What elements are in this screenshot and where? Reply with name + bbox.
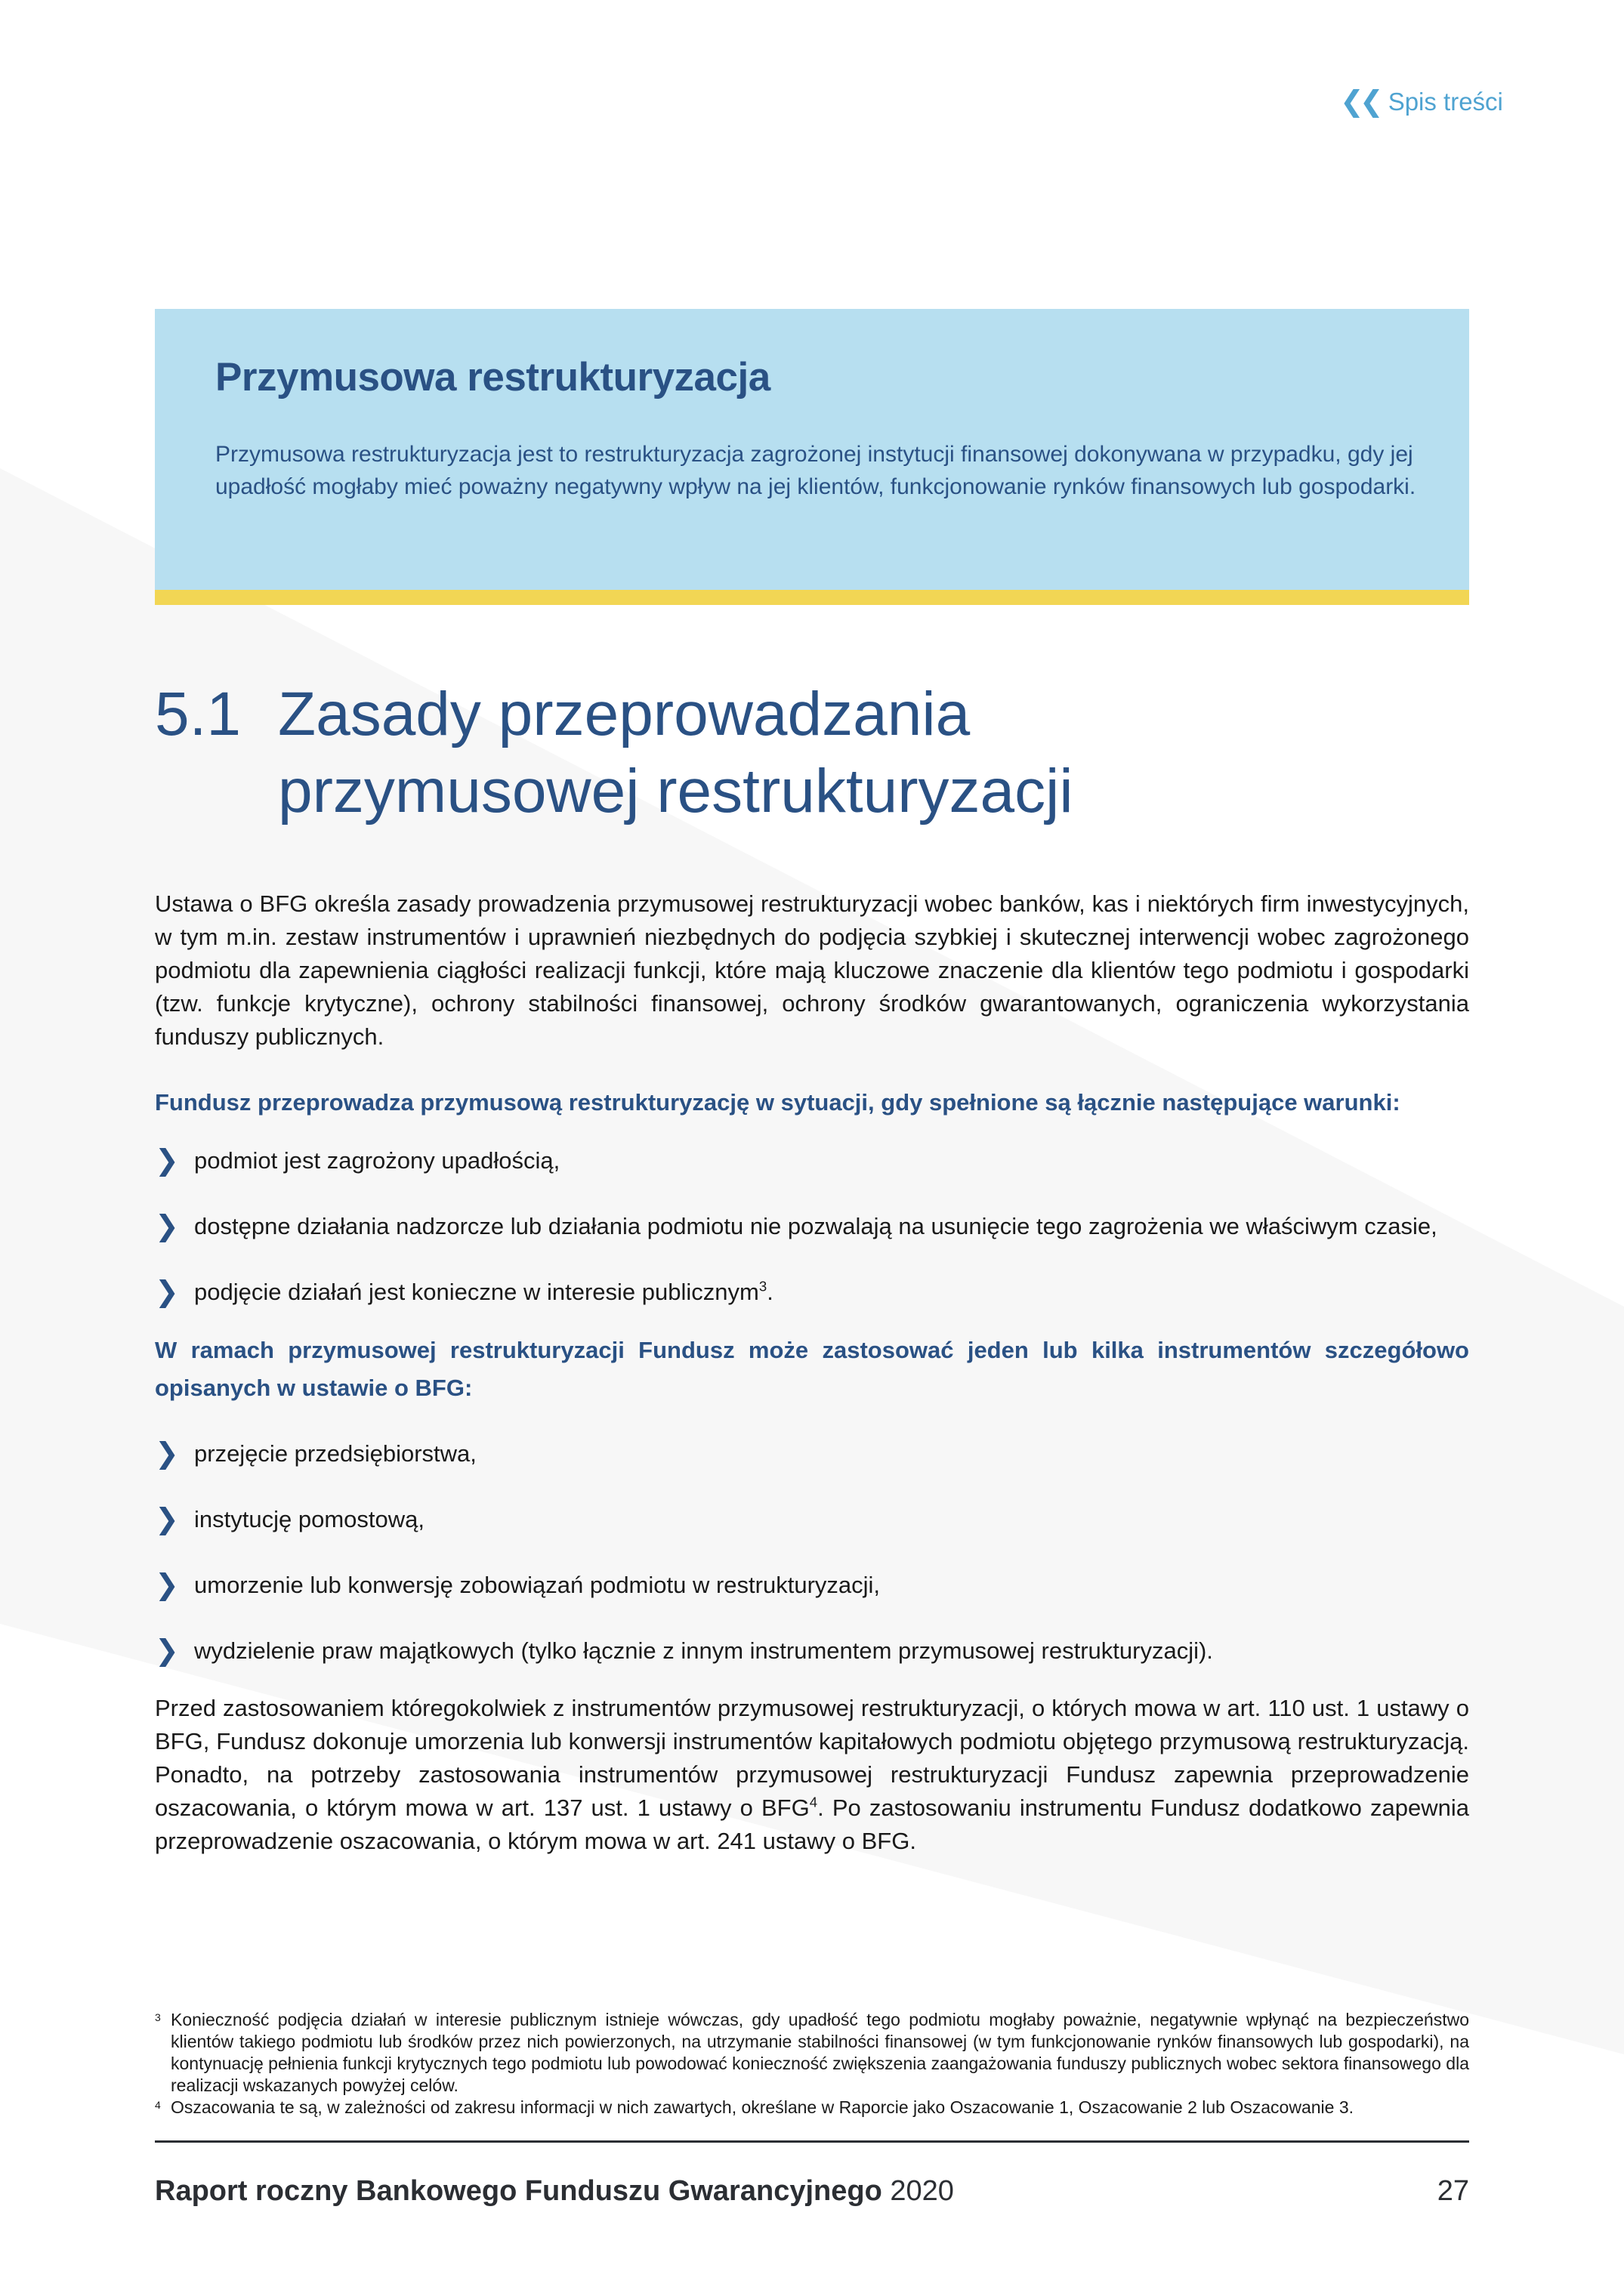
main-content xyxy=(155,887,1469,1858)
footnote-mark: 3 xyxy=(155,2011,161,2023)
list-item-text: podmiot jest zagrożony upadłością, xyxy=(194,1147,560,1174)
list-item xyxy=(155,1210,1469,1243)
chevron-right-icon: ❯ xyxy=(155,1276,179,1308)
list-item-text: wydzielenie praw majątkowych (tylko łącznie z innym instrumentem przymusowej restrukturyzacji). xyxy=(194,1637,1213,1664)
section-title xyxy=(278,676,1073,830)
list-item xyxy=(155,1144,1469,1177)
list-item xyxy=(155,1437,1469,1470)
closing-paragraph xyxy=(155,1692,1469,1858)
instruments-list xyxy=(155,1437,1469,1668)
chevron-right-icon: ❯ xyxy=(155,1145,179,1177)
instruments-lead: W ramach przymusowej restrukturyzacji Fundusz może zastosować jeden lub kilka instrumentów szczegółowo opisanych w ustawie o BFG: xyxy=(155,1337,1469,1401)
table-of-contents-link[interactable] xyxy=(1340,85,1503,119)
chevron-right-icon: ❯ xyxy=(155,1569,179,1601)
list-item xyxy=(155,1634,1469,1668)
footnote-mark: 4 xyxy=(155,2099,161,2111)
closing-paragraph-part-2: . Po zastosowaniu instrumentu Fundusz dodatkowo zapewnia przeprowadzenie oszacowania, o którym mowa w art. 241 ustawy o BFG. xyxy=(155,1795,1469,1854)
list-item-text: umorzenie lub konwersję zobowiązań podmiotu w restrukturyzacji, xyxy=(194,1572,881,1598)
chevron-right-icon: ❯ xyxy=(155,1211,179,1242)
intro-paragraph: Ustawa o BFG określa zasady prowadzenia przymusowej restrukturyzacji wobec banków, kas i niektórych firm inwestycyjnych, w tym m.in. zestaw instrumentów i uprawnień niezbędnych do podjęcia szybkiej i skutecznej interwencji wobec zagrożonego podmiotu dla zapewnienia ciągłości realizacji funkcji, które mają kluczowe znaczenie dla klientów tego podmiotu i gospodarki (tzw. funkcje krytyczne), ochrony stabilności finansowej, ochrony środków gwarantowanych, ograniczenia wykorzystania funduszy publicznych. xyxy=(155,890,1469,1050)
section-number: 5.1 xyxy=(155,680,241,748)
list-item xyxy=(155,1569,1469,1602)
list-item-text-end: . xyxy=(767,1279,773,1305)
chevron-right-icon: ❯ xyxy=(155,1504,179,1535)
closing-paragraph-part-1: Przed zastosowaniem któregokolwiek z instrumentów przymusowej restrukturyzacji, o których mowa w art. 110 ust. 1 ustawy o BFG, Fundusz dokonuje umorzenia lub konwersji instrumentów kapitałowych podmiotu objętego przymusową restrukturyzacją. Ponadto, na potrzeby zastosowania instrumentów przymusowej restrukturyzacji Fundusz zapewnia przeprowadzenie oszacowania, o którym mowa w art. 137 ust. 1 ustawy o BFG xyxy=(155,1695,1469,1821)
footer-year: 2020 xyxy=(890,2175,954,2207)
footnotes xyxy=(155,2009,1469,2119)
double-chevron-left-icon: ❮❮ xyxy=(1340,86,1379,118)
chevron-right-icon: ❯ xyxy=(155,1438,179,1470)
definition-text: Przymusowa restrukturyzacja jest to restrukturyzacja zagrożonej instytucji finansowej dokonywana w przypadku, gdy jej upadłość mogłaby mieć poważny negatywny wpływ na jej klientów, funkcjonowanie rynków finansowych lub gospodarki. xyxy=(215,442,1416,499)
footnote-ref-4[interactable]: 4 xyxy=(809,1794,818,1810)
list-item xyxy=(155,1276,1469,1309)
conditions-lead: Fundusz przeprowadza przymusową restrukturyzację w sytuacji, gdy spełnione są łącznie następujące warunki: xyxy=(155,1089,1400,1116)
chevron-right-icon: ❯ xyxy=(155,1635,179,1667)
section-heading xyxy=(155,676,1073,830)
section-title-line-1: Zasady przeprowadzania xyxy=(278,680,971,748)
footnote-4 xyxy=(155,2097,1469,2119)
footnote-text: Konieczność podjęcia działań w interesie publicznym istnieje wówczas, gdy upadłość tego podmiotu mogłaby poważnie, negatywnie wpłynąć na bezpieczeństwo klientów takiego podmiotu lub środków przez nich powierzonych, na utrzymanie stabilności finansowej (w tym funkcjonowanie rynków finansowych lub gospodarki), na kontynuację pełnienia funkcji krytycznych tego podmiotu lub powodować konieczność zwiększenia zaangażowania funduszy publicznych wobec sektora finansowego dla realizacji wskazanych powyżej celów. xyxy=(171,2010,1469,2095)
footer-report-title xyxy=(155,2175,954,2208)
list-item-text: dostępne działania nadzorcze lub działania podmiotu nie pozwalają na usunięcie tego zagrożenia we właściwym czasie, xyxy=(194,1213,1437,1239)
footer-report-name: Raport roczny Bankowego Funduszu Gwarancyjnego xyxy=(155,2175,882,2207)
footnote-text: Oszacowania te są, w zależności od zakresu informacji w nich zawartych, określane w Raporcie jako Oszacowanie 1, Oszacowanie 2 lub Oszacowanie 3. xyxy=(171,2097,1354,2117)
conditions-list xyxy=(155,1144,1469,1309)
list-item-text: instytucję pomostową, xyxy=(194,1506,425,1532)
list-item-text-main: podjęcie działań jest konieczne w interesie publicznym xyxy=(194,1279,759,1305)
list-item-text xyxy=(194,1276,773,1309)
list-item-text: przejęcie przedsiębiorstwa, xyxy=(194,1440,477,1467)
footnote-ref-3[interactable]: 3 xyxy=(758,1278,767,1295)
footnote-3 xyxy=(155,2009,1469,2097)
page-number: 27 xyxy=(1437,2175,1469,2207)
section-title-line-2: przymusowej restrukturyzacji xyxy=(278,757,1073,826)
list-item xyxy=(155,1503,1469,1536)
toc-link-label: Spis treści xyxy=(1388,87,1503,116)
definition-box xyxy=(155,309,1469,590)
definition-title: Przymusowa restrukturyzacja xyxy=(215,355,770,400)
footer-divider xyxy=(155,2140,1469,2143)
